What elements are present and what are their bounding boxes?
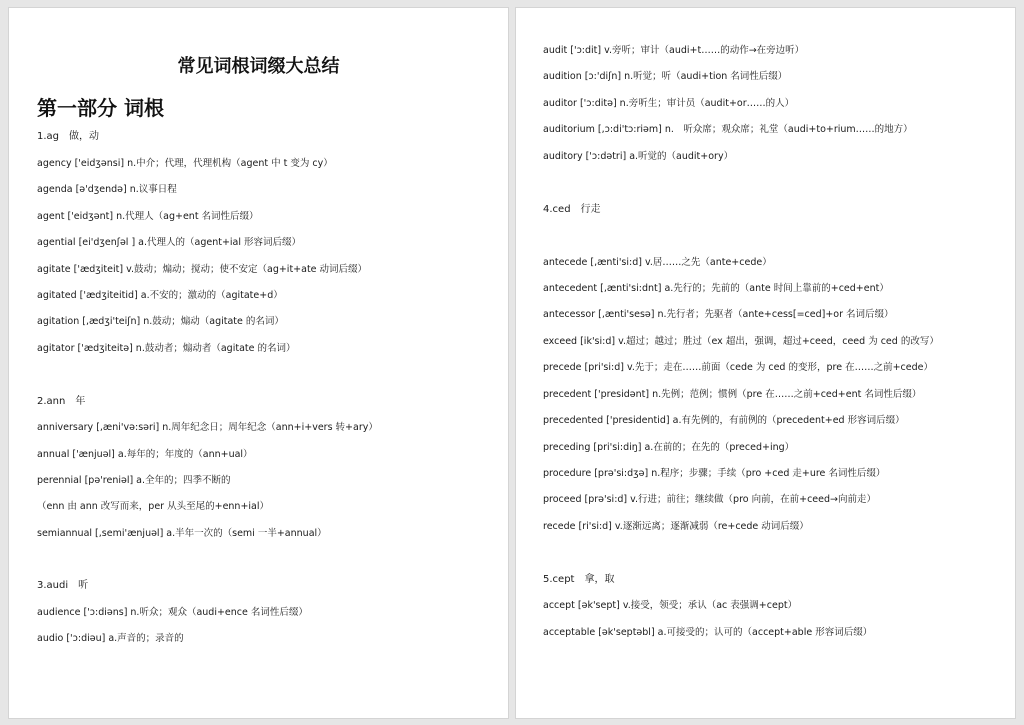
section-heading-cept: 5.cept 拿，取 — [543, 574, 615, 585]
entry-line: auditorium [,ɔ:di'tɔ:riəm] n. 听众席；观众席；礼堂（audi+to+rium……的地方） — [543, 124, 913, 135]
entry-line: audition [ɔ:'diʃn] n.听觉；听（audi+tion 名词性后缀） — [543, 71, 788, 82]
entry-line: audience ['ɔ:diəns] n.听众；观众（audi+ence 名词性后缀） — [37, 607, 308, 618]
entry-line: precedented ['presidentid] a.有先例的，有前例的（precedent+ed 形容词后缀） — [543, 415, 905, 426]
section-heading-ann: 2.ann 年 — [37, 396, 86, 407]
section-heading-audi: 3.audi 听 — [37, 580, 89, 591]
entry-line: antecedent [,ænti'si:dnt] a.先行的；先前的（ante 时间上靠前的+ced+ent） — [543, 283, 889, 294]
entry-line: agitation [,ædʒi'teiʃn] n.鼓动；煽动（agitate 的名词） — [37, 316, 284, 327]
entry-line: proceed [prə'si:d] v.行进；前往；继续做（pro 向前，在前+ceed→向前走） — [543, 494, 876, 505]
entry-line: audio ['ɔ:diəu] a.声音的；录音的 — [37, 633, 184, 644]
entry-line: acceptable [ək'septəbl] a.可接受的；认可的（accept+able 形容词后缀） — [543, 627, 873, 638]
entry-line: antecede [,ænti'si:d] v.居……之先（ante+cede） — [543, 257, 772, 268]
entry-line: agent ['eidʒənt] n.代理人（ag+ent 名词性后缀） — [37, 211, 259, 222]
section-heading-ag: 1.ag 做，动 — [37, 131, 100, 142]
entry-line: audit ['ɔ:dit] v.旁听；审计（audi+t……的动作→在旁边听） — [543, 45, 805, 56]
entry-line: agitated ['ædʒiteitid] a.不安的；激动的（agitate+d） — [37, 290, 283, 301]
entry-line: accept [ək'sept] v.接受，领受；承认（ac 表强调+cept） — [543, 600, 798, 611]
entry-line: anniversary [,æni'və:səri] n.周年纪念日；周年纪念（ann+i+vers 转+ary） — [37, 422, 378, 433]
page-right — [515, 7, 1016, 719]
entry-line: precedent ['presidənt] n.先例；范例；惯例（pre 在……之前+ced+ent 名词性后缀） — [543, 389, 922, 400]
entry-line: precede [pri'si:d] v.先于；走在……前面（cede 为 ced 的变形，pre 在……之前+cede） — [543, 362, 933, 373]
entry-line: agency ['eidʒənsi] n.中介；代理，代理机构（agent 中 t 变为 cy） — [37, 158, 333, 169]
page-left — [8, 7, 509, 719]
entry-line: semiannual [,semi'ænjuəl] a.半年一次的（semi 一半+annual） — [37, 528, 327, 539]
entry-line: agenda [ə'dʒendə] n.议事日程 — [37, 184, 177, 195]
entry-line: annual ['ænjuəl] a.每年的；年度的（ann+ual） — [37, 449, 253, 460]
entry-line: recede [ri'si:d] v.逐渐远离；逐渐减弱（re+cede 动词后缀） — [543, 521, 809, 532]
entry-line: agitate ['ædʒiteit] v.鼓动；煽动；搅动；使不安定（ag+it+ate 动词后缀） — [37, 264, 368, 275]
entry-line: preceding [pri'si:diŋ] a.在前的；在先的（preced+ing） — [543, 442, 795, 453]
part-heading: 第一部分 词根 — [37, 96, 164, 120]
entry-line: （enn 由 ann 改写而来，per 从头至尾的+enn+ial） — [37, 501, 270, 512]
entry-line: perennial [pə'reniəl] a.全年的；四季不断的 — [37, 475, 231, 486]
entry-line: procedure [prə'si:dʒə] n.程序；步骤；手续（pro +ced 走+ure 名词性后缀） — [543, 468, 886, 479]
document-title: 常见词根词缀大总结 — [177, 56, 340, 77]
entry-line: agitator ['ædʒiteitə] n.鼓动者；煽动者（agitate 的名词） — [37, 343, 296, 354]
entry-line: antecessor [,ænti'sesə] n.先行者；先驱者（ante+cess[=ced]+or 名词后缀） — [543, 309, 894, 320]
entry-line: auditor ['ɔ:ditə] n.旁听生；审计员（audit+or……的人） — [543, 98, 795, 109]
entry-line: exceed [ik'si:d] v.超过；越过；胜过（ex 超出，强调，超过+ceed，ceed 为 ced 的改写） — [543, 336, 939, 347]
section-heading-ced: 4.ced 行走 — [543, 204, 601, 215]
entry-line: agential [ei'dʒenʃəl ] a.代理人的（agent+ial 形容词后缀） — [37, 237, 302, 248]
entry-line: auditory ['ɔ:dətri] a.听觉的（audit+ory） — [543, 151, 734, 162]
